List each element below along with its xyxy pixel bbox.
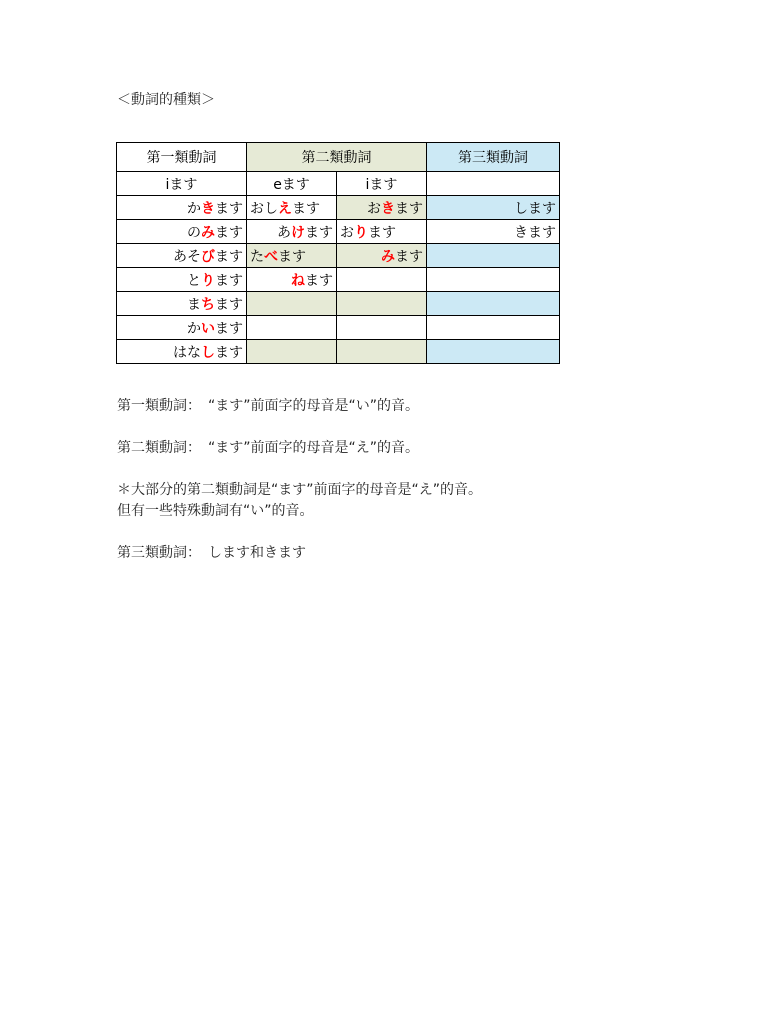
note-group1: 第一類動詞： “ます”前面字的母音是“い”的音。 (117, 398, 420, 414)
note-group2: 第二類動詞： “ます”前面字的母音是“え”的音。 (117, 440, 420, 456)
table-subheader-row (117, 172, 560, 196)
highlight-kana: け (291, 224, 305, 241)
highlight-kana: ち (201, 296, 215, 313)
group2-e-verb: あけます (247, 220, 337, 244)
subheader-group2-i: iます (337, 172, 427, 196)
highlight-kana: ね (291, 272, 305, 289)
group2-i-verb (337, 268, 427, 292)
group1-verb: あそびます (117, 244, 247, 268)
note-group3: 第三類動詞： します和きます (117, 545, 306, 561)
group1-verb: はなします (117, 340, 247, 364)
group1-verb: とります (117, 268, 247, 292)
group3-verb (427, 244, 560, 268)
subheader-group1: iます (117, 172, 247, 196)
group3-verb: きます (427, 220, 560, 244)
group2-i-verb: おきます (337, 196, 427, 220)
header-group3: 第三類動詞 (427, 143, 560, 172)
table-header-row (117, 143, 560, 172)
group1-verb: かきます (117, 196, 247, 220)
table-row (117, 292, 560, 316)
group2-i-verb: おります (337, 220, 427, 244)
page-title: ＜動詞的種類＞ (117, 92, 215, 108)
note-group2-exception: ＊大部分的第二類動詞是“ます”前面字的母音是“え”的音。 (117, 482, 483, 498)
table-row (117, 220, 560, 244)
group3-verb: します (427, 196, 560, 220)
highlight-kana: り (201, 272, 215, 289)
table-row (117, 268, 560, 292)
highlight-kana: べ (264, 248, 278, 265)
header-group2: 第二類動詞 (247, 143, 427, 172)
group2-i-verb: みます (337, 244, 427, 268)
group1-verb: かいます (117, 316, 247, 340)
subheader-group2-e: eます (247, 172, 337, 196)
group3-verb (427, 316, 560, 340)
highlight-kana: え (278, 200, 292, 217)
group1-verb: のみます (117, 220, 247, 244)
highlight-kana: び (201, 248, 215, 265)
table-row (117, 316, 560, 340)
group2-e-verb: ねます (247, 268, 337, 292)
group2-i-verb (337, 316, 427, 340)
highlight-kana: み (201, 224, 215, 241)
header-group1: 第一類動詞 (117, 143, 247, 172)
verb-types-table (116, 142, 560, 364)
highlight-kana: き (381, 200, 395, 217)
subheader-group3 (427, 172, 560, 196)
group3-verb (427, 292, 560, 316)
highlight-kana: き (201, 200, 215, 217)
highlight-kana: し (201, 344, 215, 361)
table-row (117, 196, 560, 220)
group3-verb (427, 268, 560, 292)
group2-i-verb (337, 340, 427, 364)
group2-e-verb (247, 316, 337, 340)
group3-verb (427, 340, 560, 364)
highlight-kana: い (201, 320, 215, 337)
notes-section (117, 396, 482, 564)
note-group2-exception-cont: 但有一些特殊動詞有“い”的音。 (117, 503, 314, 519)
highlight-kana: り (354, 224, 368, 241)
highlight-kana: み (381, 248, 395, 265)
group2-e-verb (247, 340, 337, 364)
group2-i-verb (337, 292, 427, 316)
group2-e-verb: たべます (247, 244, 337, 268)
group2-e-verb (247, 292, 337, 316)
group1-verb: まちます (117, 292, 247, 316)
group2-e-verb: おしえます (247, 196, 337, 220)
table-row (117, 244, 560, 268)
table-row (117, 340, 560, 364)
